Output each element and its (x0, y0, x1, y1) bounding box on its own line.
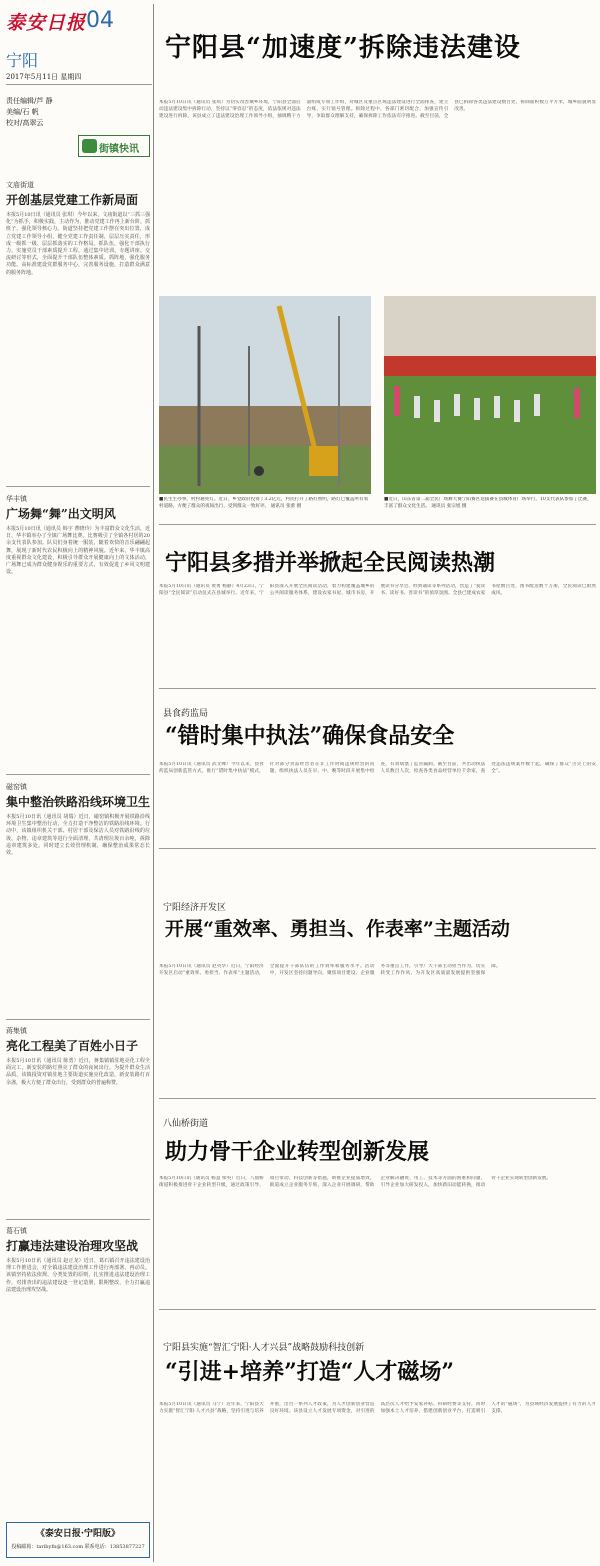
divider (6, 1019, 150, 1020)
streetlight-scene (159, 296, 371, 494)
story1-headline: 宁阳县“加速度”拆除违法建设 (165, 33, 521, 63)
side-story-tag: 文庙街道 (6, 181, 34, 189)
badge-label: 街镇快讯 (99, 144, 139, 155)
side-story-4 (6, 1026, 150, 1087)
divider (159, 848, 596, 849)
side-story-title: 亮化工程美了百姓小日子 (6, 1039, 139, 1053)
newspaper-page (4, 4, 596, 1562)
side-story-5 (6, 1226, 150, 1294)
story5-headline: 助力骨干企业转型创新发展 (165, 1139, 430, 1165)
side-story-title: 打赢违法建设治理攻坚战 (6, 1239, 139, 1253)
side-story-body: 本报5月10日讯（通讯员 胡瑞）近日，磁窑镇积极开展铁路沿线环境卫生集中整治行动，全力打造干净整洁的铁路沿线环境。行动中，该镇组织机关干部、村居干部及保洁人员对铁路沿线的垃圾、杂物、违章建筑等进行全面清理，共清理垃圾百余吨，拆除违章建筑多处。同时建立长效管理机制，确保整治成果常态长效。 (6, 814, 150, 857)
side-story-body: 本报5月10日讯（通讯员 陈勇）近日，蒋集镇镇驻地亮化工程全面完工，新安装的路灯照亮了群众的夜间出行。为提升群众生活品质，该镇投资对镇驻地主要街道实施亮化改造，新安装路灯百余盏，极大方便了群众出行，受到群众的普遍称赞。 (6, 1058, 150, 1086)
story6-tag: 宁阳县实施“智汇宁阳·人才兴县”战略鼓励科技创新 (163, 1343, 365, 1353)
side-story-body: 本报5月10日讯（通讯员 张琪）今年以来，文庙街道以“三抓三强化”为抓手，积极实践，主动作为，推动党建工作再上新台阶。抓班子，强化领导核心力。街道坚持把党建工作摆在突出位置，成立党建工作领导小组，健全党建工作责任制，层层压实责任，形成一级抓一级、层层抓落实的工作格局。抓队伍，强化干部执行力。实施党员干部素质提升工程，通过集中培训、专题讲座、交流研讨等形式，全面提升干部队伍整体素质。抓阵地，强化服务功能。高标准建设党群服务中心，完善服务设施，打造群众满意的服务阵地。 (6, 212, 150, 276)
divider (159, 1309, 596, 1310)
side-story-tag: 华丰镇 (6, 495, 27, 503)
side-story-title: 开创基层党建工作新局面 (6, 193, 139, 207)
sidebar (4, 4, 154, 1562)
section-name: 宁阳 (6, 51, 39, 70)
date-line: 2017年5月11日 星期四 (6, 72, 152, 85)
side-story-body: 本报5月10日讯（通讯员 赵正龙）近日，葛石镇召开违法建设治理工作推进会，对全镇违法建设治理工作进行再部署、再动员。该镇坚持依法依规、分类处置的原则，扎实推进违法建设治理工作，对排查出的违法建设逐一登记造册，限期整改，全力打赢违法建设治理攻坚战。 (6, 1258, 150, 1293)
submission-box (6, 1522, 150, 1558)
side-story-title: 集中整治铁路沿线环境卫生 (6, 795, 151, 809)
story6-body: 本报5月10日讯（通讯员 马宁）近年来，宁阳县大力实施“智汇宁阳·人才兴县”战略，坚持引进与培养并重，出台一系列人才政策，为人才创新创业营造良好环境。该县设立人才发展专项资金，对引进的高层次人才给予安家补贴、科研经费等支持，同时加强本土人才培养，搭建创新创业平台，打造吸引人才的“磁场”，为县域经济发展提供了有力的人才支撑。 (159, 1402, 596, 1414)
divider (6, 486, 150, 487)
column-badge (78, 135, 150, 157)
story4-tag: 宁阳经济开发区 (163, 903, 227, 913)
story5-tag: 八仙桥街道 (163, 1119, 209, 1129)
submission-title: 《泰安日报·宁阳版》 (35, 1529, 121, 1539)
staff-editor: 责任编辑/芦 静 (6, 97, 53, 105)
divider (159, 524, 596, 525)
staff-designer: 美编/石 帆 (6, 108, 39, 116)
story2-headline: 宁阳县多措并举掀起全民阅读热潮 (165, 550, 496, 576)
divider (6, 774, 150, 775)
page-number: 04 (86, 8, 114, 33)
story4-headline: 开展“重效率、勇担当、作表率”主题活动 (165, 918, 510, 940)
divider (6, 1219, 150, 1220)
staff-credits (6, 96, 53, 129)
side-story-tag: 蒋集镇 (6, 1027, 27, 1035)
story2-body: 本报5月10日讯（通讯员 黄勇 杨静）4月23日，宁阳县“全民阅读”启动仪式在县城举行。近年来，宁阳县深入开展全民阅读活动，着力构建覆盖城乡的公共阅读服务体系，建设农家书屋、城市书房，开展读书分享会、经典诵读等系列活动，营造了“爱读书、读好书、善读书”的浓厚氛围。全县已建成农家书屋数百处，图书配送数十万册，全民阅读已蔚然成风。 (159, 584, 596, 596)
side-story-3 (6, 782, 150, 857)
story1-body: 本报5月10日讯（通讯员 张琪）为切实改善城乡环境，宁阳县全面启动违法建设集中拆除行动，坚持以“零容忍”的态度，依法依规对违法建设进行拆除。该县成立了违法建设治理工作领导小组，抽调精干力量组成专项工作组，对城区及重点区域违法建设进行全面排查，建立台账，实行销号管理。拆除过程中，各部门密切配合，加强宣传引导，争取群众理解支持，确保拆除工作依法有序推进。截至目前，全县已拆除各类违法建设数百处，拆除面积数万平方米，城乡面貌明显改善。 (159, 100, 596, 119)
story3-tag: 县食药监局 (163, 709, 209, 719)
photo-square-dance (384, 296, 596, 494)
newspaper-logo: 泰安日报 (6, 12, 87, 34)
photo-streetlight (159, 296, 371, 494)
side-story-1 (6, 180, 150, 277)
side-story-title: 广场舞“舞”出文明风 (6, 507, 116, 521)
photo2-caption: ■近日，山东省第二届全民广场舞大赛宁阳赛区选拔赛在县城体育广场举行，10支代表队参加了比赛，丰富了群众文化生活。 通讯员 张宗旭 摄 (384, 497, 592, 509)
story6-headline: “引进+培养”打造“人才磁场” (165, 1359, 455, 1385)
side-story-2 (6, 494, 150, 576)
masthead (4, 4, 153, 44)
leaf-icon (82, 139, 97, 153)
divider (159, 1098, 596, 1099)
divider (159, 688, 596, 689)
side-story-body: 本报5月10日讯（通讯员 韩宇 曹晓玲）为丰富群众文化生活，近日，华丰镇举办了全镇广场舞比赛。比赛吸引了全镇各村居的20余支代表队参加。队员们身着统一服装，随着欢快的音乐翩翩起舞，展现了新时代农民积极向上的精神风貌。近年来，华丰镇高度重视群众文化建设，积极引导群众开展健康向上的文体活动，广场舞已成为群众健身娱乐的重要方式，有效促进了乡风文明建设。 (6, 526, 150, 576)
side-story-tag: 磁窑镇 (6, 783, 27, 791)
submission-contact: 投稿邮箱：taribyfn@163.com 联系电话：13853877227 (11, 1544, 145, 1550)
photo1-caption: ■民生生办事，村村通亮灯。近日，乡党政府投资了3.2亿元，村民打开了路灯照明，路灯已覆盖所有农村道路，方便了群众的夜间出行，受到群众一致好评。 通讯员 张蕾 摄 (159, 497, 369, 509)
main-content (159, 4, 596, 1562)
staff-proofreader: 校对/高翠云 (6, 119, 44, 127)
story3-body: 本报5月10日讯（通讯员 武文峰）今年以来，县食药监局创新监管方式，推行“错时集中执法”模式，针对部分食品经营者在非工作时间违规经营的问题，组织执法人员在早、中、晚等时段开展集中检查，有效堵塞了监管漏洞。截至目前，共出动执法人员数百人次，检查各类食品经营单位千余家，查处违法违规案件数十起，确保了群众“舌尖上的安全”。 (159, 762, 596, 774)
story4-body: 本报5月10日讯（通讯员 赵英华）近日，宁阳经济开发区启动“重效率、勇担当、作表率”主题活动，全面提升干部队伍的工作效率和服务水平。活动中，开发区坚持问题导向，聚焦项目建设、企业服务等重点工作，引导广大干部主动担当作为，切实转变工作作风，为开发区高质量发展提供坚强保障。 (159, 964, 501, 976)
story5-body: 本报5月10日讯（通讯员 杨慧 柴英）近日，八仙桥街道积极推进骨干企业转型升级，通过政策引导、项目带动、科技创新等措施，助推企业提质增效。街道成立企业服务专班，深入企业开展调研，帮助企业解决融资、用工、技术等方面的困难和问题，引导企业加大研发投入，加快新旧动能转换，推动骨干企业实现转型创新发展。 (159, 1176, 551, 1188)
story3-headline: “错时集中执法”确保食品安全 (165, 723, 455, 749)
side-story-tag: 葛石镇 (6, 1227, 27, 1235)
dance-scene (384, 296, 596, 494)
